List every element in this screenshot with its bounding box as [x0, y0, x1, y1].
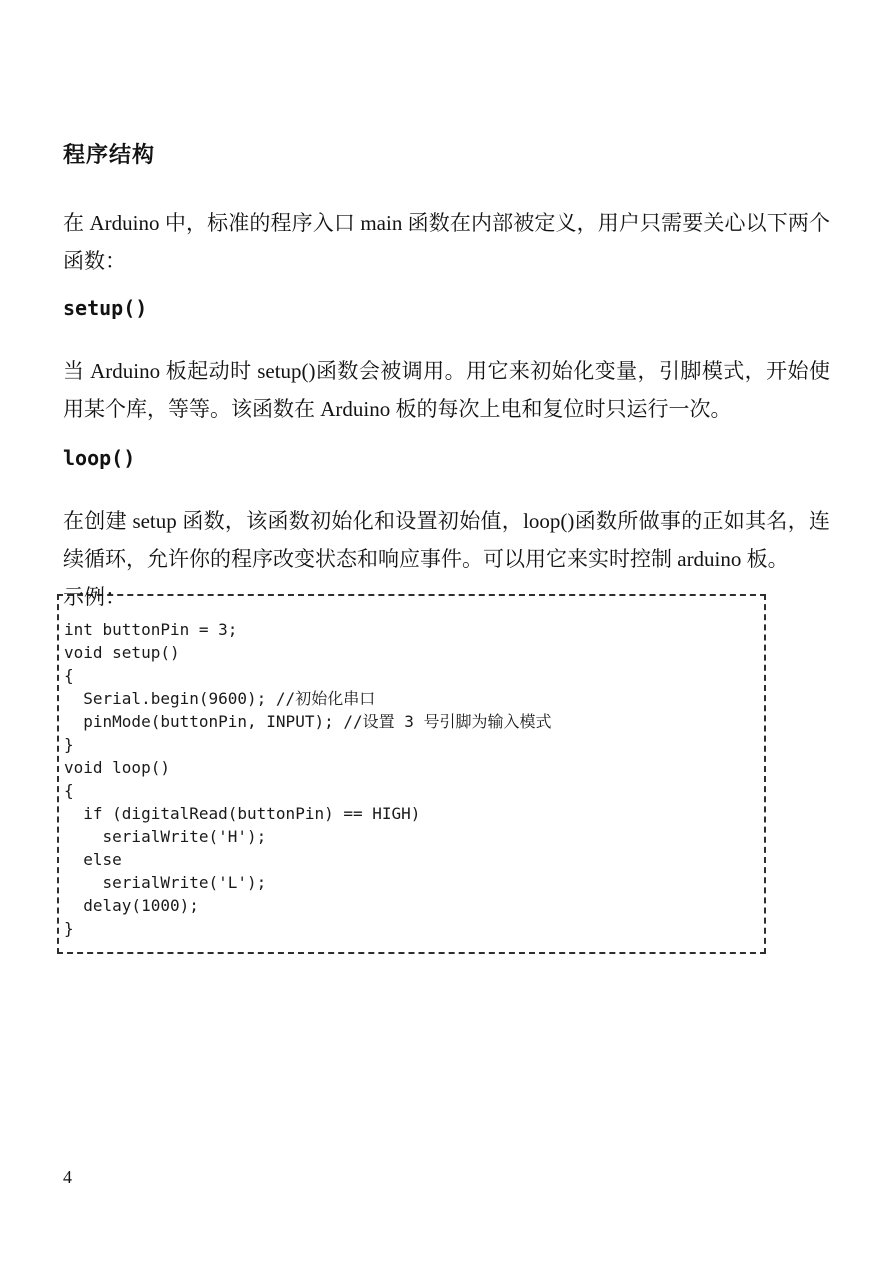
code-line: serialWrite('L');: [64, 873, 267, 892]
code-line: void loop(): [64, 758, 170, 777]
code-line: pinMode(buttonPin, INPUT); //设置 3 号引脚为输入模式: [64, 712, 552, 731]
code-line: {: [64, 666, 74, 685]
setup-function-heading: setup(): [63, 296, 148, 320]
code-line: Serial.begin(9600); //初始化串口: [64, 689, 376, 708]
code-line: delay(1000);: [64, 896, 199, 915]
code-example-block: [57, 594, 766, 954]
code-line: else: [64, 850, 122, 869]
loop-description-paragraph: 在创建 setup 函数，该函数初始化和设置初始值，loop()函数所做事的正如其名，连续循环，允许你的程序改变状态和响应事件。可以用它来实时控制 arduino 板。: [63, 509, 830, 571]
code-line: {: [64, 781, 74, 800]
setup-description-paragraph: 当 Arduino 板起动时 setup()函数会被调用。用它来初始化变量，引脚模式，开始使用某个库，等等。该函数在 Arduino 板的每次上电和复位时只运行一次。: [63, 359, 830, 421]
loop-function-heading: loop(): [63, 446, 136, 470]
code-line: }: [64, 919, 74, 938]
code-line: if (digitalRead(buttonPin) == HIGH): [64, 804, 421, 823]
code-line: void setup(): [64, 643, 180, 662]
code-line: serialWrite('H');: [64, 827, 267, 846]
example-label: 示例：: [63, 585, 126, 609]
section-title: 程序结构: [63, 142, 156, 167]
intro-paragraph: 在 Arduino 中，标准的程序入口 main 函数在内部被定义，用户只需要关心以下两个函数：: [63, 211, 830, 273]
code-line: int buttonPin = 3;: [64, 620, 238, 639]
code-line: }: [64, 735, 74, 754]
page-number: 4: [63, 1167, 72, 1187]
